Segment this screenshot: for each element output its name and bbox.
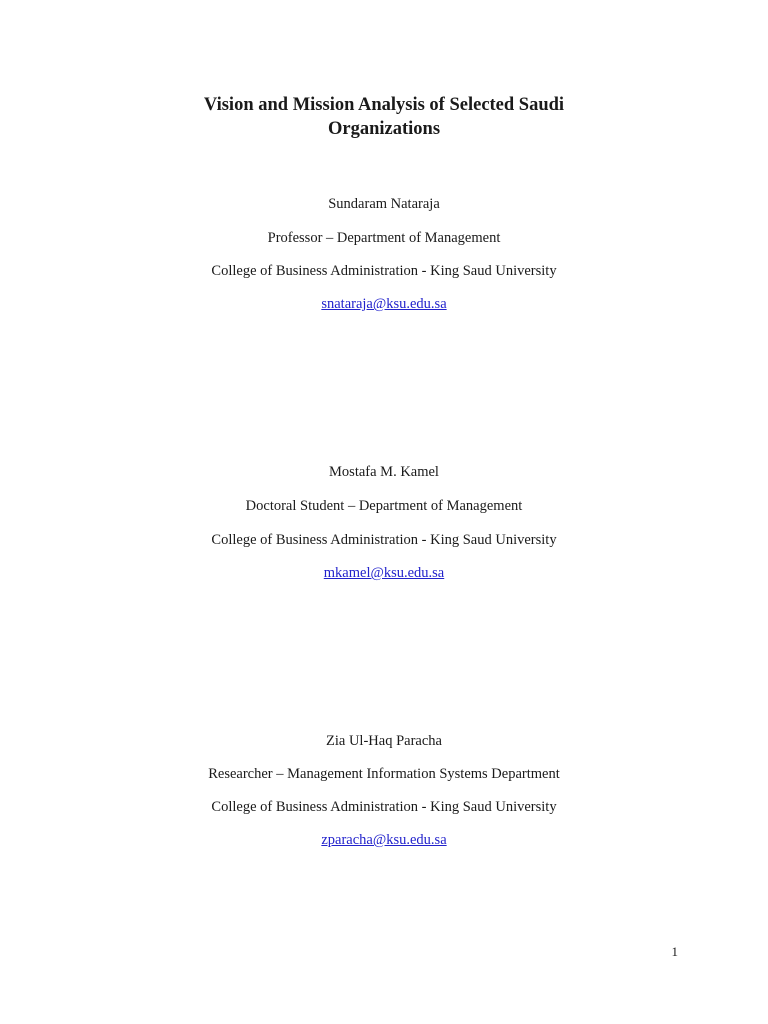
author-name: Zia Ul-Haq Paracha [326,733,442,749]
paper-title-line-1: Vision and Mission Analysis of Selected Saudi [203,95,565,115]
author-affiliation: College of Business Administration - King Saud University [211,263,557,279]
author-name: Mostafa M. Kamel [329,464,439,480]
author-affiliation: College of Business Administration - King Saud University [211,799,557,815]
author-email-link[interactable]: zparacha@ksu.edu.sa [321,832,447,848]
author-position: Professor – Department of Management [267,230,501,246]
author-position: Doctoral Student – Department of Management [245,498,523,514]
page-number: 1 [671,944,678,959]
author-email-link[interactable]: snataraja@ksu.edu.sa [321,296,447,312]
paper-title [0,93,768,141]
author-affiliation: College of Business Administration - King Saud University [211,532,557,548]
author-position: Researcher – Management Information Systems Department [208,766,560,782]
author-name: Sundaram Nataraja [328,196,440,212]
paper-title-line-2: Organizations [327,119,441,139]
author-email-link[interactable]: mkamel@ksu.edu.sa [323,565,445,581]
